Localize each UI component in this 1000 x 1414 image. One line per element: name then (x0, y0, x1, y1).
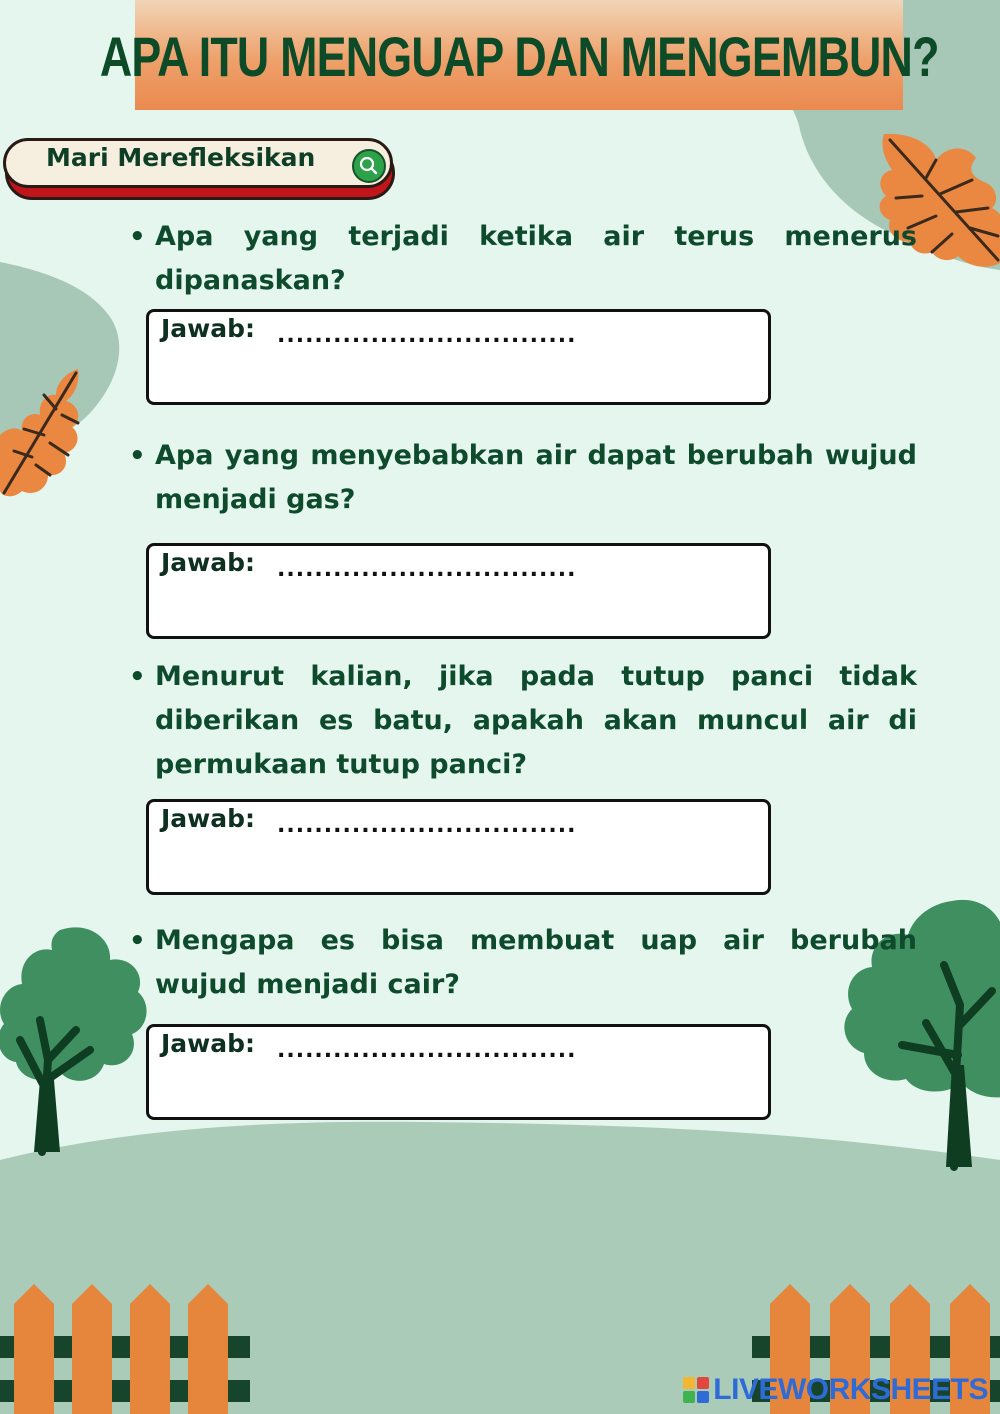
search-bar-label: Mari Merefleksikan (46, 143, 316, 172)
answer-box-3[interactable] (146, 799, 771, 895)
liveworksheets-logo-icon (683, 1377, 709, 1403)
page-title: APA ITU MENGUAP DAN MENGEMBUN? (99, 24, 939, 88)
answer-input-4[interactable] (277, 1033, 607, 1067)
oak-leaf-left (0, 365, 90, 505)
question-1: • Apa yang terjadi ketika air terus menerus dipanaskan? (155, 215, 917, 303)
answer-label-4: Jawab: (161, 1029, 256, 1058)
brand-name: LIVEWORKSHEETS (713, 1373, 988, 1406)
search-icon[interactable] (352, 149, 386, 183)
liveworksheets-branding[interactable] (683, 1370, 988, 1410)
answer-input-1[interactable] (277, 318, 607, 352)
question-3: • Menurut kalian, jika pada tutup panci tidak diberikan es batu, apakah akan muncul air di permukaan tutup panci? (155, 655, 917, 787)
question-2: • Apa yang menyebabkan air dapat berubah wujud menjadi gas? (155, 434, 917, 522)
title-banner (99, 0, 939, 110)
answer-label-2: Jawab: (161, 548, 256, 577)
answer-label-1: Jawab: (161, 314, 256, 343)
fence-left (0, 1284, 260, 1414)
answer-input-2[interactable] (277, 552, 607, 586)
answer-box-4[interactable] (146, 1024, 771, 1120)
reflection-search-bar[interactable] (3, 138, 395, 194)
question-4: • Mengapa es bisa membuat uap air berubah wujud menjadi cair? (155, 919, 917, 1007)
answer-label-3: Jawab: (161, 804, 256, 833)
search-bar-face (3, 138, 393, 188)
answer-box-2[interactable] (146, 543, 771, 639)
answer-box-1[interactable] (146, 309, 771, 405)
answer-input-3[interactable] (277, 808, 607, 842)
